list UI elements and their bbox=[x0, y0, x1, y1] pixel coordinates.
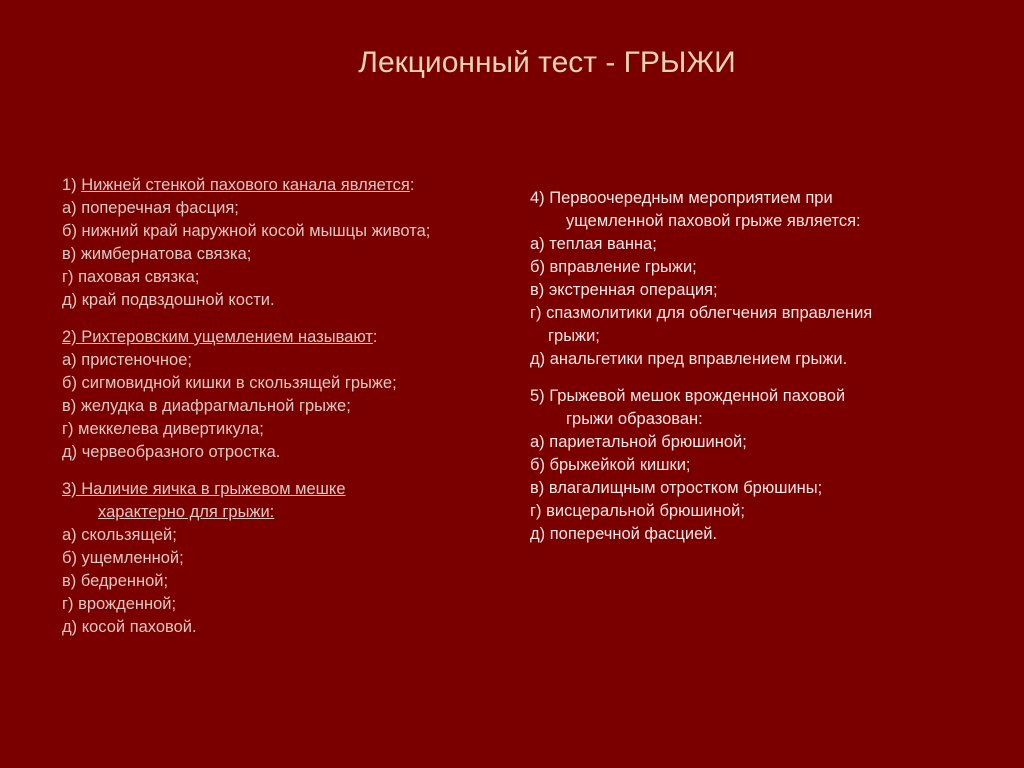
question-4-stem-line-2: ущемленной паховой грыже является: bbox=[566, 212, 861, 230]
question-3-stem-line-2 bbox=[62, 501, 502, 524]
question-2-colon: : bbox=[372, 328, 378, 346]
question-2-option-c: в) желудка в диафрагмальной грыже; bbox=[62, 397, 351, 415]
question-5-stem-line-2: грыжи образован: bbox=[566, 410, 703, 428]
question-2-option-d: г) меккелева дивертикула; bbox=[62, 420, 264, 438]
slide-title: Лекционный тест - ГРЫЖИ bbox=[358, 46, 736, 79]
question-2-text bbox=[62, 326, 502, 349]
question-1-text bbox=[62, 174, 502, 197]
question-1-number: 1) bbox=[62, 176, 77, 194]
question-3-stem-line-1: 3) Наличие яичка в грыжевом мешке bbox=[62, 480, 346, 498]
question-5-option-a: а) париетальной брюшиной; bbox=[530, 433, 747, 451]
question-5-option-e: д) поперечной фасцией. bbox=[530, 525, 718, 543]
question-5 bbox=[530, 385, 970, 546]
question-1-option-d: г) паховая связка; bbox=[62, 268, 200, 286]
question-5-option-b: б) брыжейкой кишки; bbox=[530, 456, 691, 474]
question-5-option-d: г) висцеральной брюшиной; bbox=[530, 502, 745, 520]
question-5-option-c: в) влагалищным отростком брюшины; bbox=[530, 479, 823, 497]
question-3-option-b: б) ущемленной; bbox=[62, 549, 184, 567]
question-1-option-b: б) нижний край наружной косой мышцы живота; bbox=[62, 222, 431, 240]
question-4-option-e: д) анальгетики пред вправлением грыжи. bbox=[530, 350, 848, 368]
question-3-option-c: в) бедренной; bbox=[62, 572, 169, 590]
right-column bbox=[530, 187, 970, 560]
question-1-option-c: в) жимбернатова связка; bbox=[62, 245, 252, 263]
question-4-option-c: в) экстренная операция; bbox=[530, 281, 718, 299]
question-2-stem: 2) Рихтеровским ущемлением называют bbox=[62, 328, 373, 346]
question-3-option-e: д) косой паховой. bbox=[62, 618, 197, 636]
question-3-option-a: а) скользящей; bbox=[62, 526, 177, 544]
question-2 bbox=[62, 326, 502, 464]
left-column bbox=[62, 174, 502, 653]
question-5-stem-line-1: 5) Грыжевой мешок врожденной паховой bbox=[530, 387, 846, 405]
question-4-option-d: г) спазмолитики для облегчения вправления bbox=[530, 304, 873, 322]
question-3-option-d: г) врожденной; bbox=[62, 595, 177, 613]
question-4-option-d-continued: грыжи; bbox=[548, 327, 600, 345]
question-4-option-b: б) вправление грыжи; bbox=[530, 258, 697, 276]
question-2-option-e: д) червеобразного отростка. bbox=[62, 443, 281, 461]
question-3 bbox=[62, 478, 502, 639]
question-3-stem-line-2-text: характерно для грыжи: bbox=[98, 503, 275, 521]
question-4-option-a: а) теплая ванна; bbox=[530, 235, 657, 253]
question-4 bbox=[530, 187, 970, 371]
question-1-colon: : bbox=[409, 176, 415, 194]
question-1-stem: Нижней стенкой пахового канала является bbox=[81, 176, 410, 194]
question-2-option-a: а) пристеночное; bbox=[62, 351, 192, 369]
question-1 bbox=[62, 174, 502, 312]
question-4-stem-line-1: 4) Первоочередным мероприятием при bbox=[530, 189, 833, 207]
question-2-option-b: б) сигмовидной кишки в скользящей грыже; bbox=[62, 374, 397, 392]
question-1-option-e: д) край подвздошной кости. bbox=[62, 291, 275, 309]
question-1-option-a: а) поперечная фасция; bbox=[62, 199, 239, 217]
